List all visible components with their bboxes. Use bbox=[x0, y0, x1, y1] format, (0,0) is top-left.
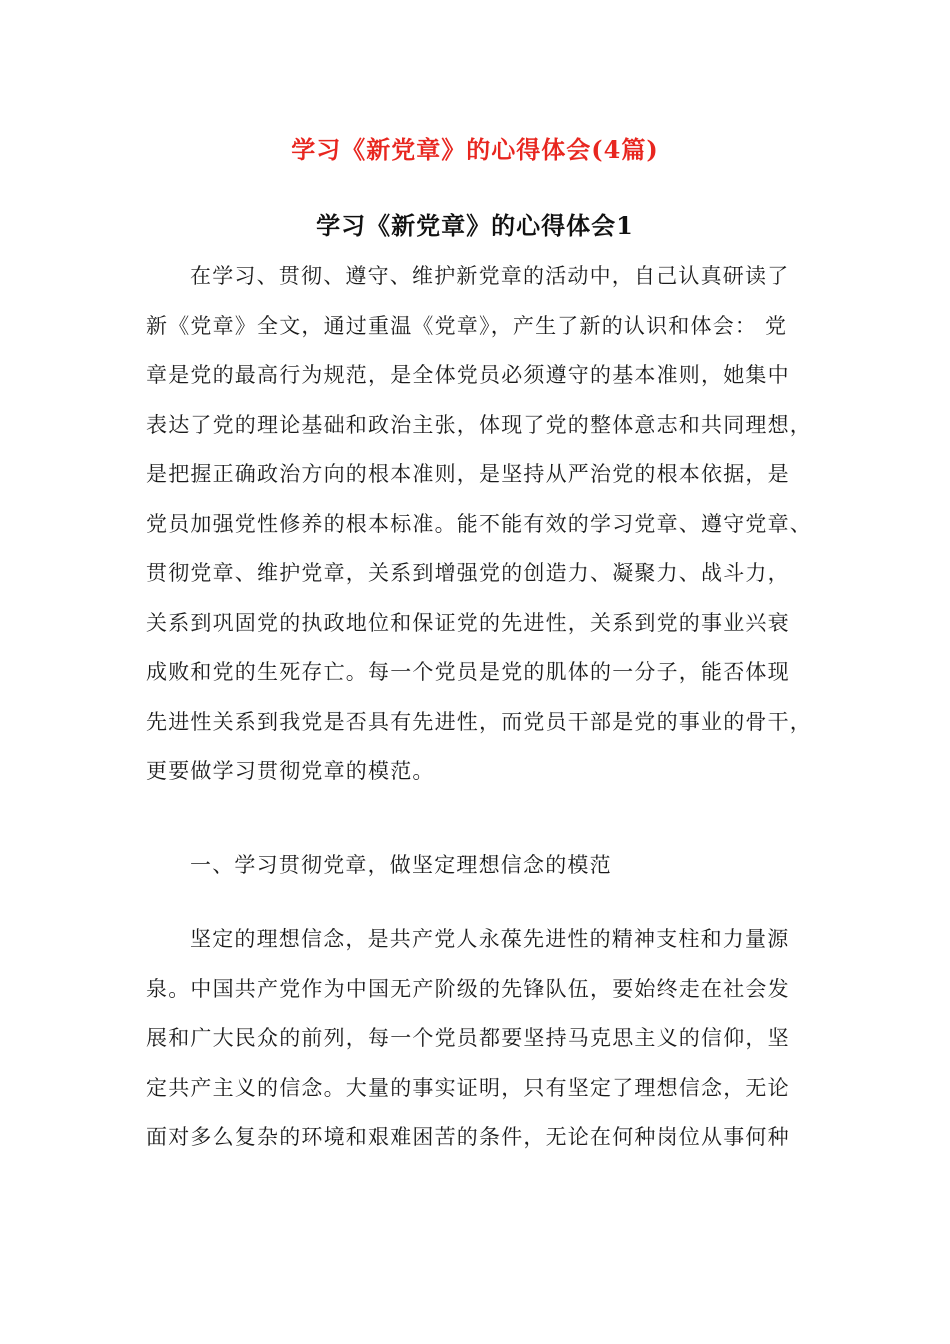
document-title: 学习《新党章》的心得体会(4篇) bbox=[291, 135, 659, 164]
paragraph-line: 成败和党的生死存亡。每一个党员是党的肌体的一分子，能否体现 bbox=[146, 660, 790, 684]
paragraph-line: 泉。中国共产党作为中国无产阶级的先锋队伍，要始终走在社会发 bbox=[146, 976, 790, 1001]
paragraph-line: 在学习、贯彻、遵守、维护新党章的活动中，自己认真研读了 bbox=[190, 264, 790, 288]
paragraph-1 bbox=[146, 252, 812, 797]
paragraph-line: 定共产主义的信念。大量的事实证明，只有坚定了理想信念，无论 bbox=[146, 1075, 790, 1100]
paragraph-line: 关系到巩固党的执政地位和保证党的先进性，关系到党的事业兴衰 bbox=[146, 610, 790, 635]
paragraph-line: 展和广大民众的前列，每一个党员都要坚持马克思主义的信仰，坚 bbox=[146, 1026, 790, 1050]
paragraph-2 bbox=[146, 915, 806, 1163]
paragraph-line: 先进性关系到我党是否具有先进性，而党员干部是党的事业的骨干， bbox=[146, 709, 812, 734]
paragraph-line: 面对多么复杂的环境和艰难困苦的条件，无论在何种岗位从事何种 bbox=[146, 1125, 790, 1149]
paragraph-line: 表达了党的理论基础和政治主张，体现了党的整体意志和共同理想， bbox=[146, 412, 812, 437]
paragraph-line: 党员加强党性修养的根本标准。能不能有效的学习党章、遵守党章、 bbox=[146, 511, 812, 536]
paragraph-line: 新《党章》全文，通过重温《党章》，产生了新的认识和体会： 党 bbox=[146, 313, 788, 338]
paragraph-line: 坚定的理想信念，是共产党人永葆先进性的精神支柱和力量源 bbox=[190, 927, 790, 951]
paragraph-line: 是把握正确政治方向的根本准则，是坚持从严治党的根本依据，是 bbox=[146, 462, 790, 486]
paragraph-line: 章是党的最高行为规范，是全体党员必须遵守的基本准则，她集中 bbox=[146, 363, 790, 387]
subheading-1 bbox=[146, 841, 806, 891]
section-title: 学习《新党章》的心得体会1 bbox=[316, 211, 634, 240]
paragraph-line: 更要做学习贯彻党章的模范。 bbox=[146, 759, 435, 783]
paragraph-line: 贯彻党章、维护党章，关系到增强党的创造力、凝聚力、战斗力， bbox=[146, 561, 790, 585]
subheading-text: 一、学习贯彻党章，做坚定理想信念的模范 bbox=[190, 853, 612, 877]
